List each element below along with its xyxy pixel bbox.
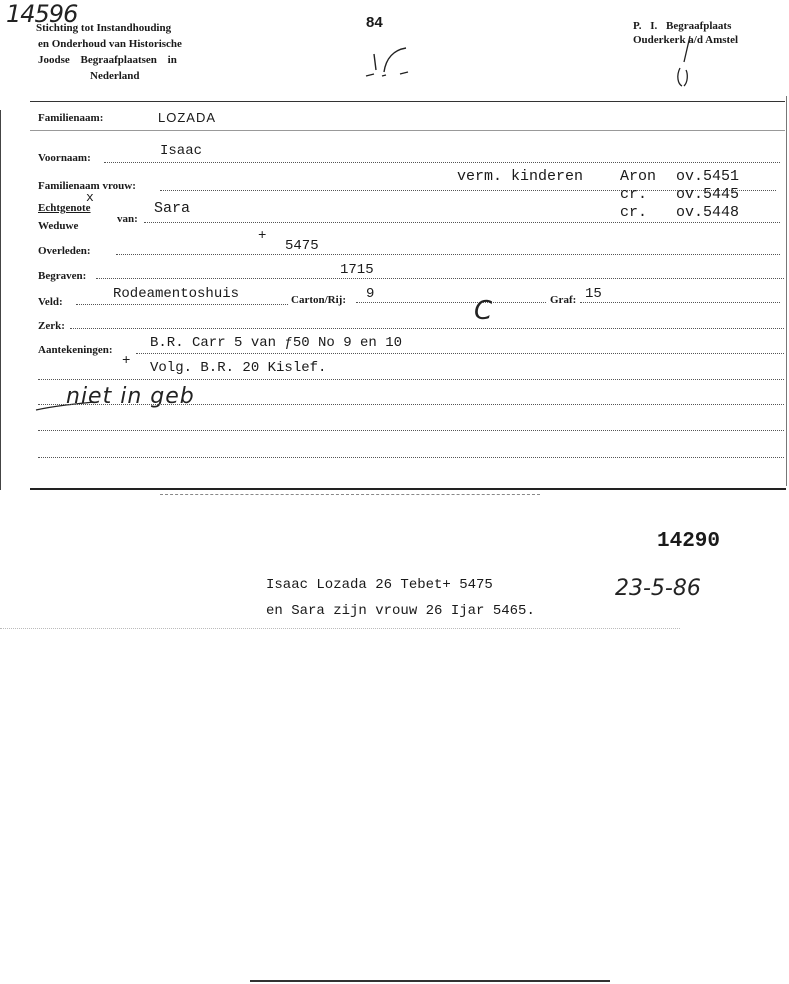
card-left-border [0, 110, 1, 490]
overleden-value: 5475 [285, 238, 319, 254]
card-bottom-rule [30, 488, 786, 490]
scan-dashes [160, 494, 540, 495]
doc-number: 14290 [657, 530, 721, 553]
card-top-rule [30, 101, 785, 102]
veld-value: Rodeamentoshuis [113, 286, 240, 302]
zerk-label: Zerk: [38, 320, 65, 332]
x-mark: x [86, 190, 94, 205]
zerk-dots [70, 328, 784, 329]
veld-dots [76, 304, 288, 305]
child-name-2: cr. [620, 186, 648, 203]
aantekeningen-label: Aantekeningen: [38, 344, 113, 356]
notes-dots-2 [38, 379, 784, 380]
verm-kinderen: verm. kinderen [457, 168, 584, 185]
notes-mark: + [122, 353, 131, 369]
page-number: 84 [366, 14, 383, 31]
overleden-label: Overleden: [38, 245, 91, 257]
weduwe-label: Weduwe [38, 220, 79, 232]
transcript-line-1: Isaac Lozada 26 Tebet+ 5475 [266, 577, 493, 593]
familienaam-value: LOZADA [158, 110, 217, 125]
graf-value: 15 [585, 286, 602, 302]
child-ref-1: ov.5451 [676, 168, 740, 185]
cemetery-line-2: Ouderkerk a/d Amstel [633, 34, 739, 46]
voornaam-dots [104, 162, 780, 163]
child-ref-2: ov.5445 [676, 186, 740, 203]
handwritten-date: 23-5-86 [615, 576, 701, 601]
veld-label: Veld: [38, 296, 63, 308]
van-label: van: [117, 213, 138, 225]
echtgenote-label: Echtgenote [38, 202, 91, 214]
familienaam-vrouw-label: Familienaam vrouw: [38, 180, 136, 192]
echtgenote-name: Sara [154, 200, 191, 217]
child-name-3: cr. [620, 204, 648, 221]
voornaam-value: Isaac [160, 143, 203, 159]
handwritten-number: 14596 [6, 0, 78, 28]
graf-label: Graf: [550, 294, 577, 306]
org-line-2: en Onderhoud van Historische [38, 38, 182, 50]
handwritten-stroke-icon [660, 32, 710, 92]
blank-dots-3 [38, 457, 784, 458]
aantekeningen-dots [136, 353, 784, 354]
begraven-dots [96, 278, 784, 279]
blank-dots-1 [38, 404, 784, 405]
zerk-mark: C [474, 296, 493, 326]
blank-dots-2 [38, 430, 784, 431]
carton-rij-label: Carton/Rij: [291, 294, 346, 306]
voornaam-label: Voornaam: [38, 152, 91, 164]
cemetery-line-1: P. I. Begraafplaats [633, 20, 732, 32]
notes-line-2: Volg. B.R. 20 Kislef. [150, 360, 327, 376]
org-line-1: Stichting tot Instandhouding [36, 22, 172, 34]
begraven-label: Begraven: [38, 270, 87, 282]
overleden-dots [116, 254, 780, 255]
scan-speckle-row [0, 628, 680, 629]
familienaam-rule [30, 130, 785, 131]
graf-dots [580, 302, 780, 303]
org-line-3: Joodse Begraafplaatsen in [38, 54, 177, 66]
notes-line-1: B.R. Carr 5 van ƒ50 No 9 en 10 [150, 335, 403, 351]
begraven-value: 1715 [340, 262, 374, 278]
overleden-mark: + [258, 228, 267, 244]
handwritten-scribble-icon [360, 44, 420, 84]
carton-rij-dots [356, 302, 546, 303]
org-line-4: Nederland [90, 70, 140, 82]
handwritten-note: niet in geb [66, 384, 195, 409]
child-ref-3: ov.5448 [676, 204, 740, 221]
page-bottom-rule [250, 980, 610, 982]
familienaam-label: Familienaam: [38, 112, 104, 124]
echtgenote-dots [144, 222, 780, 223]
card-right-border [786, 96, 787, 486]
transcript-line-2: en Sara zijn vrouw 26 Ijar 5465. [266, 603, 535, 619]
carton-rij-value: 9 [366, 286, 375, 302]
child-name-1: Aron [620, 168, 657, 185]
